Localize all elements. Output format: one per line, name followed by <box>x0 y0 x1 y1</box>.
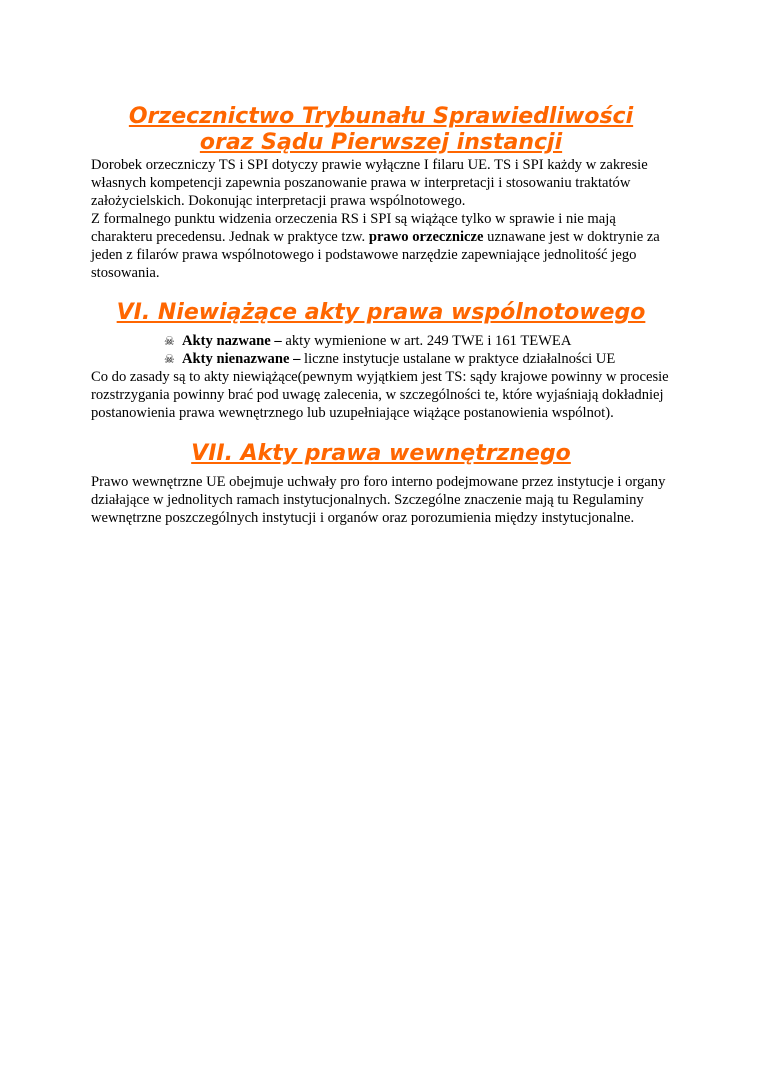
section-7-paragraph: Prawo wewnętrzne UE obejmuje uchwały pro foro interno podejmowane przez instytucje i organy działające w jednolitych ramach instytucjonalnych. Szczególne znaczenie mają tu Regulaminy wewnętrzne poszczególnych instytucji i organów oraz porozumienia między instytucjonalne. <box>91 474 666 526</box>
list-item-text: liczne instytucje ustalane w praktyce działalności UE <box>300 351 616 367</box>
intro-p2-bold-term: prawo orzecznicze <box>368 229 484 245</box>
intro-paragraph-1: Dorobek orzeczniczy TS i SPI dotyczy prawie wyłączne I filaru UE. TS i SPI każdy w zakresie własnych kompetencji zapewnia poszanowanie prawa w interpretacji i stosowaniu traktatów założycielskich. Dokonując interpretacji prawa wspólnotowego. <box>91 157 648 209</box>
section-6-paragraph: Co do zasady są to akty niewiążące(pewnym wyjątkiem jest TS: sądy krajowe powinny w procesie rozstrzygania powinny brać pod uwagę zalecenia, w szczególności te, które wyjaśniają dokładniej postanowienia prawa wewnętrznego lub uzupełniające wiążące postanowienia wspólnot). <box>91 369 669 421</box>
intro-p2-text-before: Z formalnego punktu widzenia orzeczenia RS i SPI są wiążące tylko w sprawie i nie mają charakteru precedensu. Jednak w praktyce tzw. <box>91 211 616 245</box>
list-item <box>91 350 671 368</box>
intro-paragraph-2 <box>91 210 671 282</box>
intro-p2-text-after: uznawane jest w doktrynie za jeden z filarów prawa wspólnotowego i podstawowe narzędzie zapewniające jednolitość jego stosowania. <box>91 229 660 281</box>
section-7-heading: VII. Akty prawa wewnętrznego <box>191 441 571 466</box>
title-line-2: oraz Sądu Pierwszej instancji <box>199 130 563 155</box>
skull-crossbones-icon: ☠ <box>164 352 175 366</box>
section-6-heading: VI. Niewiążące akty prawa wspólnotowego <box>116 300 646 325</box>
section-6-bullet-list <box>91 332 671 368</box>
list-item-bold: Akty nienazwane – <box>182 351 301 367</box>
page-title <box>91 104 671 156</box>
title-line-1: Orzecznictwo Trybunału Sprawiedliwości <box>128 104 634 129</box>
list-item-bold: Akty nazwane – <box>182 333 282 349</box>
skull-crossbones-icon: ☠ <box>164 334 175 348</box>
document-content <box>91 104 671 527</box>
list-item-text: akty wymienione w art. 249 TWE i 161 TEWEA <box>281 333 572 349</box>
list-item <box>91 332 671 350</box>
